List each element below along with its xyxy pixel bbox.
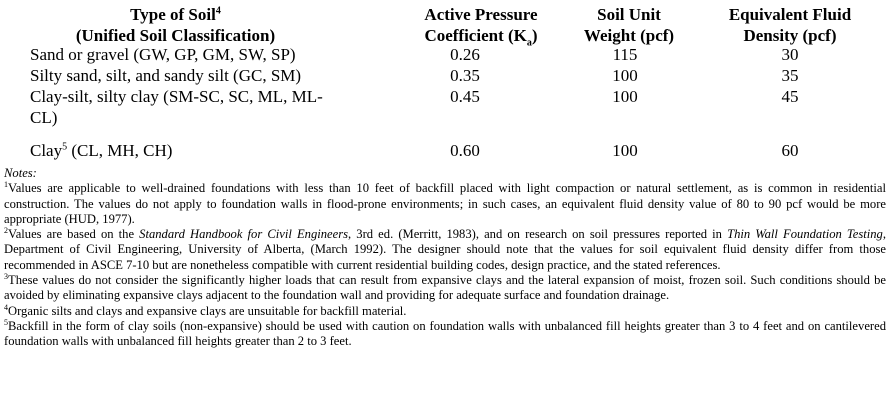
table-row bbox=[0, 65, 896, 86]
table-row bbox=[0, 44, 896, 65]
header-fluid-density-line1: Equivalent Fluid bbox=[728, 5, 852, 24]
footnote-ref-5: 5 bbox=[62, 141, 68, 153]
soil-type-text-continued: CL) bbox=[30, 108, 58, 127]
footnote-number: 1 bbox=[4, 180, 8, 190]
header-unit-weight-line2: Weight (pcf) bbox=[583, 26, 675, 45]
table-row bbox=[0, 86, 896, 128]
header-active-pressure bbox=[396, 4, 566, 49]
notes-title: Notes: bbox=[4, 166, 37, 180]
footnotes bbox=[4, 166, 886, 350]
soil-type-text: Clay bbox=[30, 141, 63, 160]
header-ka-subscript: a bbox=[526, 37, 532, 49]
weight-cell: 100 bbox=[612, 141, 638, 160]
soil-table-body bbox=[0, 44, 896, 162]
header-fluid-density-line2: Density (pcf) bbox=[743, 26, 837, 45]
ka-cell: 0.60 bbox=[450, 141, 480, 160]
footnote-text: Values are applicable to well-drained foundations with less than 10 feet of backfill placed with light compaction or natural settlement, as is common in residential construction. The values do not apply to foundation walls in flood-prone environments; in such cases, an equivalent fluid density value of 80 to 90 pcf would be more appropriate (HUD, 1977). bbox=[4, 181, 886, 226]
soil-type-text: Clay-silt, silty clay (SM-SC, SC, ML, ML- bbox=[30, 87, 323, 106]
footnote-number: 2 bbox=[4, 226, 8, 235]
soil-type-text: Silty sand, silt, and sandy silt (GC, SM) bbox=[30, 66, 302, 85]
footnote-text: , Department of Civil Engineering, University of Alberta, (March 1992). The designer should note that the values for soil equivalent fluid density differ from those recommended in ASCE 7-10 but are nonetheless compatible with current residential building codes, design practice, and the stated references. bbox=[4, 227, 887, 272]
header-soil-type bbox=[18, 4, 333, 46]
footnote-2 bbox=[4, 227, 886, 273]
fluid-density-cell: 60 bbox=[781, 141, 799, 160]
ka-cell: 0.45 bbox=[450, 87, 480, 106]
footnote-number: 4 bbox=[4, 302, 8, 312]
footnote-number: 5 bbox=[4, 317, 8, 327]
footnote-1 bbox=[4, 181, 886, 227]
footnote-number: 3 bbox=[4, 271, 8, 281]
soil-type-cell bbox=[30, 65, 375, 86]
weight-cell: 115 bbox=[612, 45, 638, 64]
footnote-text: These values do not consider the significantly higher loads that can result from expansive clays and the lateral expansion of moist, frozen soil. Such conditions should be avoided by eliminating expansive clays adjacent to the foundation wall and providing for adequate surface and foundation drainage. bbox=[4, 273, 886, 303]
soil-type-cell bbox=[30, 140, 375, 161]
footnote-text: Backfill in the form of clay soils (non-expansive) should be used with caution on foundation walls with unbalanced fill heights greater than 3 to 4 feet and on cantilevered foundation walls with unbalanced fill heights greater than 2 to 3 feet. bbox=[4, 318, 886, 349]
footnote-3 bbox=[4, 273, 886, 304]
header-active-pressure-line2: Coefficient (K bbox=[424, 26, 527, 45]
ka-cell: 0.26 bbox=[450, 45, 480, 64]
footnote-4 bbox=[4, 304, 886, 319]
header-soil-type-label: Type of Soil bbox=[130, 5, 216, 24]
header-active-pressure-line1: Active Pressure bbox=[424, 5, 538, 24]
soil-type-text: Sand or gravel (GW, GP, GM, SW, SP) bbox=[30, 45, 296, 64]
footnote-text: Organic silts and clays and expansive clays are unsuitable for backfill material. bbox=[8, 303, 407, 318]
footnote-ref-4: 4 bbox=[215, 5, 221, 17]
footnote-text: , 3rd ed. (Merritt, 1983), and on research on soil pressures reported in bbox=[348, 227, 728, 242]
weight-cell: 100 bbox=[612, 87, 638, 106]
header-unit-weight bbox=[568, 4, 690, 46]
header-unit-weight-line1: Soil Unit bbox=[597, 5, 661, 24]
header-fluid-density bbox=[708, 4, 872, 46]
footnote-text: Values are based on the bbox=[8, 227, 140, 242]
ka-cell: 0.35 bbox=[450, 66, 480, 85]
footnote-5 bbox=[4, 319, 886, 350]
header-active-pressure-close: ) bbox=[531, 26, 538, 45]
header-soil-type-subtitle: (Unified Soil Classification) bbox=[75, 26, 276, 45]
soil-type-cell bbox=[30, 86, 375, 128]
reference-title: Standard Handbook for Civil Engineers bbox=[139, 227, 349, 242]
fluid-density-cell: 35 bbox=[781, 66, 799, 85]
weight-cell: 100 bbox=[612, 66, 638, 85]
table-row bbox=[0, 140, 896, 162]
soil-type-codes: (CL, MH, CH) bbox=[67, 141, 173, 160]
fluid-density-cell: 30 bbox=[781, 45, 799, 64]
fluid-density-cell: 45 bbox=[781, 87, 799, 106]
reference-title: Thin Wall Foundation Testing bbox=[727, 227, 883, 242]
soil-type-cell bbox=[30, 44, 375, 65]
